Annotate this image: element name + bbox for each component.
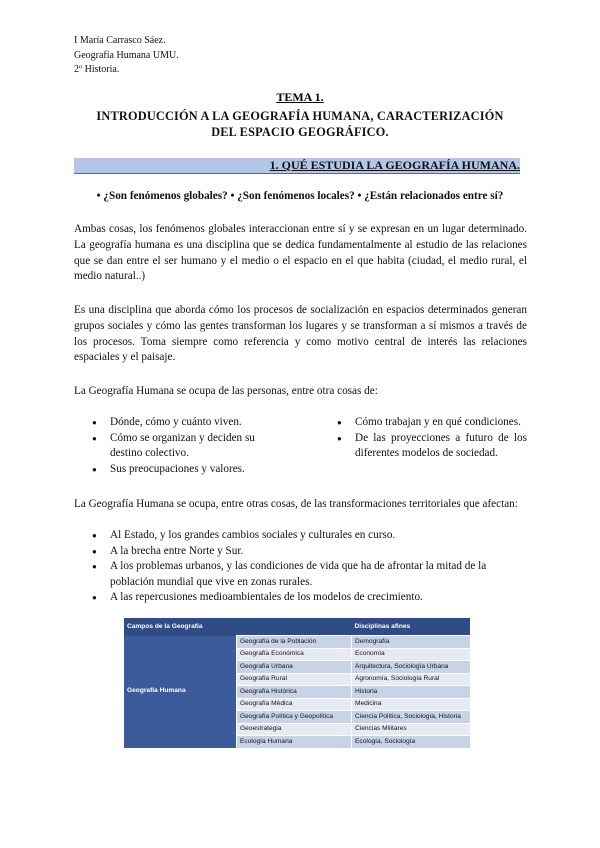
- list-item: ● Cómo trabajan y en qué condiciones.: [337, 415, 527, 431]
- list-item: ● Cómo se organizan y deciden su destino colectivo.: [92, 431, 287, 462]
- main-field-cell: Geografía Humana: [124, 636, 237, 748]
- geography-fields-table: [124, 618, 470, 748]
- related-cell: Ciencia Política, Sociología, Historia: [352, 711, 471, 724]
- related-cell: Agronomía, Sociología Rural: [352, 673, 471, 686]
- people-list-left: [92, 415, 287, 477]
- field-cell: Geografía Urbana: [237, 661, 352, 674]
- field-cell: Geografía Médica: [237, 698, 352, 711]
- field-cell: Geoestrategia: [237, 723, 352, 736]
- section-heading: 1. QUÉ ESTUDIA LA GEOGRAFÍA HUMANA.: [269, 158, 520, 172]
- questions-line: • ¿Son fenómenos globales? • ¿Son fenómenos locales? • ¿Están relacionados entre sí?: [96, 190, 504, 202]
- document-header: [74, 34, 179, 78]
- transformations-list: [92, 528, 527, 606]
- related-cell: Historia: [352, 686, 471, 699]
- field-cell: Geografía Histórica: [237, 686, 352, 699]
- list-item: ● Dónde, cómo y cuánto viven.: [92, 415, 287, 431]
- list-item: ● De las proyecciones a futuro de los diferentes modelos de sociedad.: [337, 431, 527, 462]
- field-cell: Geografía Rural: [237, 673, 352, 686]
- paragraph-3: La Geografía Humana se ocupa de las personas, entre otra cosas de:: [74, 385, 378, 397]
- list-item: ● A los problemas urbanos, y las condiciones de vida que ha de afrontar la mitad de la población mundial que vive en zonas rurales.: [92, 559, 527, 590]
- tema-title: TEMA 1.: [276, 90, 324, 104]
- section-heading-bar: [74, 158, 520, 174]
- grade-line: 2º Historia.: [74, 64, 120, 75]
- table-header-subfields: [237, 618, 352, 636]
- field-cell: Geografía Económica: [237, 648, 352, 661]
- table-header-row: [124, 618, 470, 636]
- related-cell: Ecología, Sociología: [352, 736, 471, 748]
- related-cell: Arquitectura, Sociología Urbana: [352, 661, 471, 674]
- subtitle-line-2: DEL ESPACIO GEOGRÁFICO.: [211, 125, 389, 139]
- table-header-related: Disciplinas afines: [352, 618, 471, 636]
- list-item: ● A las repercusiones medioambientales de los modelos de crecimiento.: [92, 590, 527, 606]
- list-item: ● Sus preocupaciones y valores.: [92, 462, 287, 478]
- field-cell: Geografía Política y Geopolítica: [237, 711, 352, 724]
- table-header-fields: Campos de la Geografía: [124, 618, 237, 636]
- people-list-right: [337, 415, 527, 462]
- field-cell: Geografía de la Población: [237, 636, 352, 649]
- paragraph-1: Ambas cosas, los fenómenos globales interaccionan entre sí y se expresan en un lugar determinado. La geografía humana es una disciplina que se dedica fundamentalmente al estudio de las relaciones que se dan entre el ser humano y el medio o el espacio en el que habita (ciudad, el medio rural, el medio natural..): [74, 223, 527, 283]
- subtitle-line-1: INTRODUCCIÓN A LA GEOGRAFÍA HUMANA, CARACTERIZACIÓN: [96, 109, 504, 123]
- list-item: ● Al Estado, y los grandes cambios sociales y culturales en curso.: [92, 528, 527, 544]
- related-cell: Demografía: [352, 636, 471, 649]
- related-cell: Economía: [352, 648, 471, 661]
- list-item: ● A la brecha entre Norte y Sur.: [92, 544, 527, 560]
- course-line: Geografía Humana UMU.: [74, 49, 179, 61]
- related-cell: Medicina: [352, 698, 471, 711]
- related-cell: Ciencias Militares: [352, 723, 471, 736]
- table-row: [124, 636, 470, 649]
- paragraph-2: Es una disciplina que aborda cómo los procesos de socialización en espacios determinados generan grupos sociales y cómo las gentes transforman los lugares y se transforman a sí mismos a través de los procesos. Toma siempre como referencia y como motivo central de interés las relaciones espaciales y el paisaje.: [74, 304, 527, 364]
- paragraph-4: La Geografía Humana se ocupa, entre otras cosas, de las transformaciones territoriales que afectan:: [74, 498, 518, 510]
- author-line: I María Carrasco Sáez.: [74, 35, 166, 46]
- tema-subtitle: [0, 108, 600, 140]
- field-cell: Ecología Humana: [237, 736, 352, 748]
